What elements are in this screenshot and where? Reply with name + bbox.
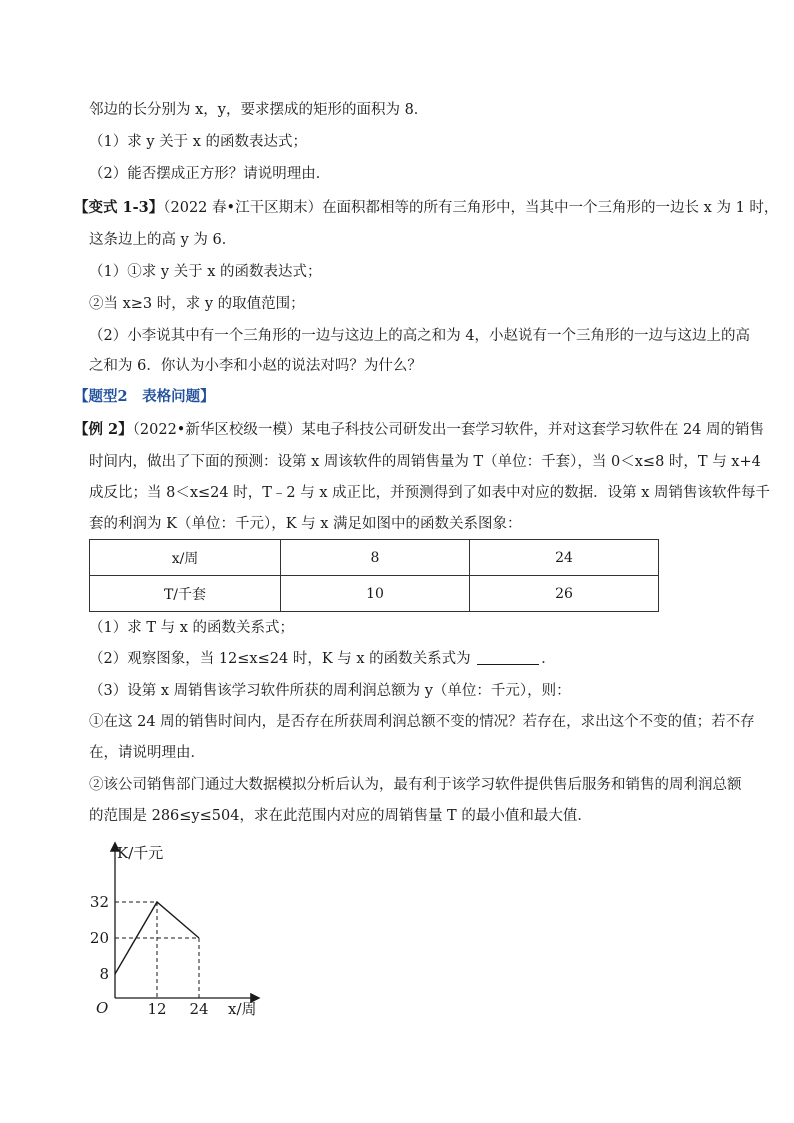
y-axis-label: K/千元	[117, 844, 164, 862]
data-table	[89, 539, 659, 612]
x-tick-label: 24	[189, 1000, 209, 1018]
example-2-heading	[74, 420, 764, 440]
y-tick-label: 20	[89, 929, 109, 947]
line-11: 时间内，做出了下面的预测：设第 x 周该软件的周销售量为 T（单位：千套），当 0＜x≤8 时，T 与 x+4	[89, 454, 761, 470]
variant-text: （2022 春•江干区期末）在面积都相等的所有三角形中，当其中一个三角形的一边长 x 为 1 时，	[163, 200, 779, 216]
table-row	[90, 576, 659, 612]
sub-question-3-2-cont: 的范围是 286≤y≤504，求在此范围内对应的周销售量 T 的最小值和最大值．	[89, 808, 592, 824]
x-tick-label: 12	[147, 1000, 167, 1018]
line-7: ②当 x≥3 时，求 y 的取值范围；	[89, 296, 305, 312]
line-6: （1）①求 y 关于 x 的函数表达式；	[89, 264, 322, 280]
question-1-part-1: （1）求 y 关于 x 的函数表达式；	[89, 134, 308, 150]
section-heading-type-2: 【题型2 表格问题】	[74, 388, 215, 405]
sub-question-2-end: ．	[541, 651, 556, 667]
table-cell: 24	[470, 540, 659, 576]
function-graph	[80, 838, 300, 1028]
sub-question-3: （3）设第 x 周销售该学习软件所获的周利润总额为 y（单位：千元），则：	[89, 683, 571, 699]
sub-question-3-2: ②该公司销售部门通过大数据模拟分析后认为，最有利于该学习软件提供售后服务和销售的周利润总额	[89, 777, 742, 793]
table-cell: 10	[281, 576, 470, 612]
x-axis-label: x/周	[228, 1000, 257, 1018]
line-5: 这条边上的高 y 为 6．	[89, 232, 237, 248]
line-9: 之和为 6．你认为小李和小赵的说法对吗？为什么？	[89, 358, 422, 374]
variant-tag: 【变式 1-3】	[74, 199, 164, 216]
table-row	[90, 540, 659, 576]
answer-blank[interactable]	[477, 650, 539, 665]
y-tick-label: 32	[89, 893, 109, 911]
table-cell: T/千套	[90, 576, 281, 612]
table-cell: x/周	[90, 540, 281, 576]
variant-1-3-heading	[74, 198, 778, 218]
sub-question-3-1-cont: 在，请说明理由．	[89, 745, 205, 761]
table-cell: 8	[281, 540, 470, 576]
line-8: （2）小李说其中有一个三角形的一边与这边上的高之和为 4，小赵说有一个三角形的一边与这边上的高	[89, 328, 751, 344]
sub-question-2	[89, 649, 556, 669]
question-1-part-2: （2）能否摆成正方形？请说明理由．	[89, 166, 331, 182]
sub-question-1: （1）求 T 与 x 的函数关系式；	[89, 620, 295, 636]
line-12: 成反比；当 8＜x≤24 时，T﹣2 与 x 成正比，并预测得到了如表中对应的数据．设第 x 周销售该软件每千	[89, 485, 771, 501]
sub-question-2-text: （2）观察图象，当 12≤x≤24 时，K 与 x 的函数关系式为	[89, 651, 471, 667]
line-13: 套的利润为 K（单位：千元），K 与 x 满足如图中的函数关系图象：	[89, 516, 522, 532]
example-text: （2022•新华区校级一模）某电子科技公司研发出一套学习软件，并对这套学习软件在 24 周的销售	[132, 422, 765, 438]
sub-question-3-1: ①在这 24 周的销售时间内，是否存在所获周利润总额不变的情况？若存在，求出这个不变的值；若不存	[89, 714, 755, 730]
table-cell: 26	[470, 576, 659, 612]
line-1: 邻边的长分别为 x，y，要求摆成的矩形的面积为 8．	[89, 102, 429, 118]
y-tick-label: 8	[99, 965, 109, 983]
example-tag: 【例 2】	[74, 421, 133, 438]
origin-label: O	[96, 999, 109, 1017]
